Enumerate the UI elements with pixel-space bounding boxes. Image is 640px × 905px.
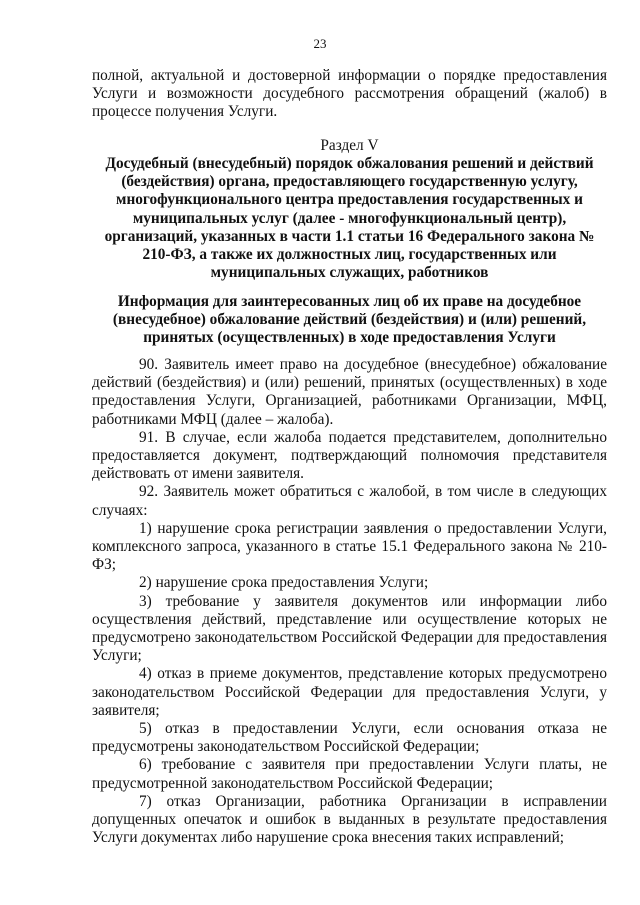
intro-paragraph: [92, 67, 607, 122]
section-title: Досудебный (внесудебный) порядок обжалования решений и действий (бездействия) органа, предоставляющего государственную услугу, многофункционального центра предоставления государственных и муниципальных услуг (далее - многофункциональный центр), организаций, указанных в части 1.1 статьи 16 Федерального закона № 210-ФЗ, а также их должностных лиц, государственных или муниципальных служащих, работников: [104, 155, 595, 282]
paragraph-91: 91. В случае, если жалоба подается представителем, дополнительно предоставляется документ, подтверждающий полномочия представителя действовать от имени заявителя.: [92, 428, 607, 483]
list-item-1: 1) нарушение срока регистрации заявления о предоставлении Услуги, комплексного запроса, указанного в статье 15.1 Федерального закона № 210-ФЗ;: [92, 519, 607, 574]
list-item-2: 2) нарушение срока предоставления Услуги;: [139, 574, 429, 592]
list-item-3: 3) требование у заявителя документов или информации либо осуществления действий, представление или осуществление которых не предусмотрено законодательством Российской Федерации для предоставления Услуги;: [92, 592, 607, 665]
intro-text: полной, актуальной и достоверной информации о порядке предоставления Услуги и возможности досудебного рассмотрения обращений (жалоб) в процессе получения Услуги.: [92, 67, 607, 121]
section-label: Раздел V: [320, 137, 379, 154]
paragraph-90: 90. Заявитель имеет право на досудебное (внесудебное) обжалование действий (бездействия) и (или) решений, принятых (осуществленных) в ходе предоставления Услуги, Организацией, работниками Организации, МФЦ, работниками МФЦ (далее – жалоба).: [92, 356, 607, 428]
body-text: [92, 356, 607, 847]
paragraph-92: 92. Заявитель может обратиться с жалобой, в том числе в следующих случаях:: [92, 483, 607, 519]
page-number: 23: [313, 36, 327, 51]
list-item-6: 6) требование с заявителя при предоставлении Услуги платы, не предусмотренной законодательством Российской Федерации;: [92, 756, 607, 792]
list-item-4: 4) отказ в приеме документов, представление которых предусмотрено законодательством Российской Федерации для предоставления Услуги, у заявителя;: [92, 665, 607, 719]
list-item-7: 7) отказ Организации, работника Организации в исправлении допущенных опечаток и ошибок в выданных в результате предоставления Услуги документах либо нарушение срока внесения таких исправлений;: [92, 792, 607, 847]
list-item-5: 5) отказ в предоставлении Услуги, если основания отказа не предусмотрены законодательством Российской Федерации;: [92, 720, 607, 756]
subheading: Информация для заинтересованных лиц об их праве на досудебное (внесудебное) обжалование действий (бездействия) и (или) решений, принятых (осуществленных) в ходе предоставления Услуги: [112, 293, 587, 347]
